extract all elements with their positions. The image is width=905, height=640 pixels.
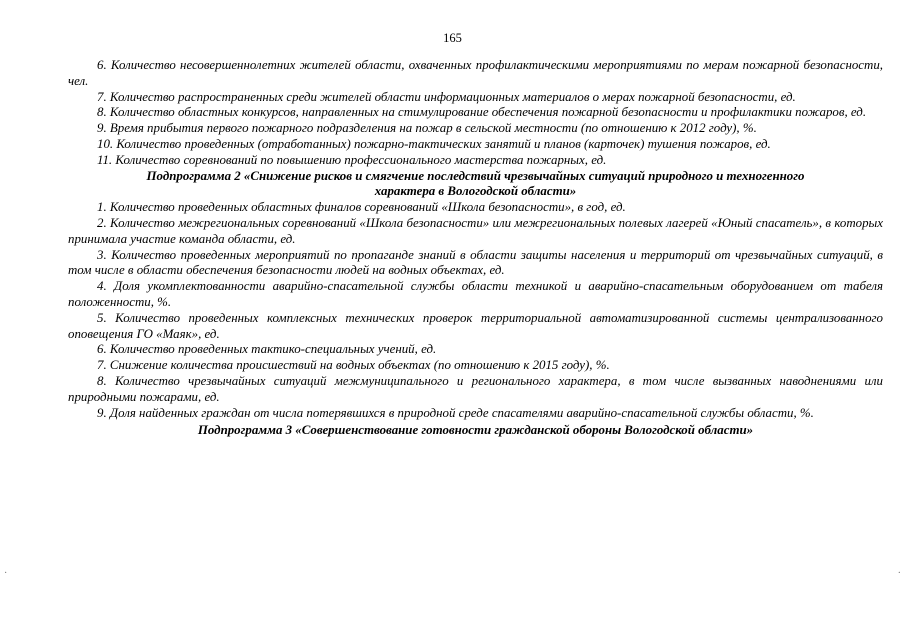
scan-artifact: · (4, 568, 8, 579)
indicator-list-2 (68, 200, 883, 421)
list-item: 8. Количество областных конкурсов, направленных на стимулирование обеспечения пожарной безопасности и профилактики пожаров, ед. (97, 105, 867, 120)
list-item: 8. Количество чрезвычайных ситуаций межмуниципального и регионального характера, в том числе вызванных наводнениями или природными пожарами, ед. (68, 373, 883, 404)
list-item: 2. Количество межрегиональных соревнований «Школа безопасности» или межрегиональных полевых лагерей «Юный спасатель», в которых принимала участие команда области, ед. (68, 215, 883, 246)
list-item: 6. Количество проведенных тактико-специальных учений, ед. (97, 342, 437, 357)
document-body (68, 58, 883, 439)
list-item: 10. Количество проведенных (отработанных) пожарно-тактических занятий и планов (карточек) тушения пожаров, ед. (97, 136, 771, 151)
list-item: 3. Количество проведенных мероприятий по пропаганде знаний в области защиты населения и территорий от чрезвычайных ситуаций, в том числе в области обеспечения безопасности людей на водных объектах, ед. (68, 247, 883, 278)
list-item: 6. Количество несовершеннолетних жителей области, охваченных профилактическими мероприятиями по мерам пожарной безопасности, чел. (68, 58, 883, 88)
list-item: 1. Количество проведенных областных финалов соревнований «Школа безопасности», в год, ед. (97, 200, 626, 215)
subprogram-3-heading: Подпрограмма 3 «Совершенствование готовности гражданской обороны Вологодской области» (197, 423, 754, 438)
list-item: 11. Количество соревнований по повышению профессионального мастерства пожарных, ед. (97, 152, 607, 167)
subprogram-2-heading: Подпрограмма 2 «Снижение рисков и смягчение последствий чрезвычайных ситуаций природного и техногенного характера в Вологодской области» (146, 168, 805, 199)
list-item: 9. Время прибытия первого пожарного подразделения на пожар в сельской местности (по отношению к 2012 году), %. (97, 121, 757, 136)
page-number: 165 (443, 31, 462, 45)
list-item: 4. Доля укомплектованности аварийно-спасательной службы области техникой и аварийно-спасательным оборудованием от табеля положенности, %. (68, 279, 883, 309)
indicator-list-1 (68, 58, 883, 169)
list-item: 9. Доля найденных граждан от числа потерявшихся в природной среде спасателями аварийно-спасательной службы области, %. (97, 405, 814, 420)
scan-artifact: · (897, 568, 901, 579)
list-item: 7. Снижение количества происшествий на водных объектах (по отношению к 2015 году), %. (97, 358, 610, 373)
list-item: 5. Количество проведенных комплексных технических проверок территориальной автоматизированной системы централизованного оповещения ГО «Маяк», ед. (68, 310, 883, 341)
list-item: 7. Количество распространенных среди жителей области информационных материалов о мерах пожарной безопасности, ед. (97, 89, 796, 104)
